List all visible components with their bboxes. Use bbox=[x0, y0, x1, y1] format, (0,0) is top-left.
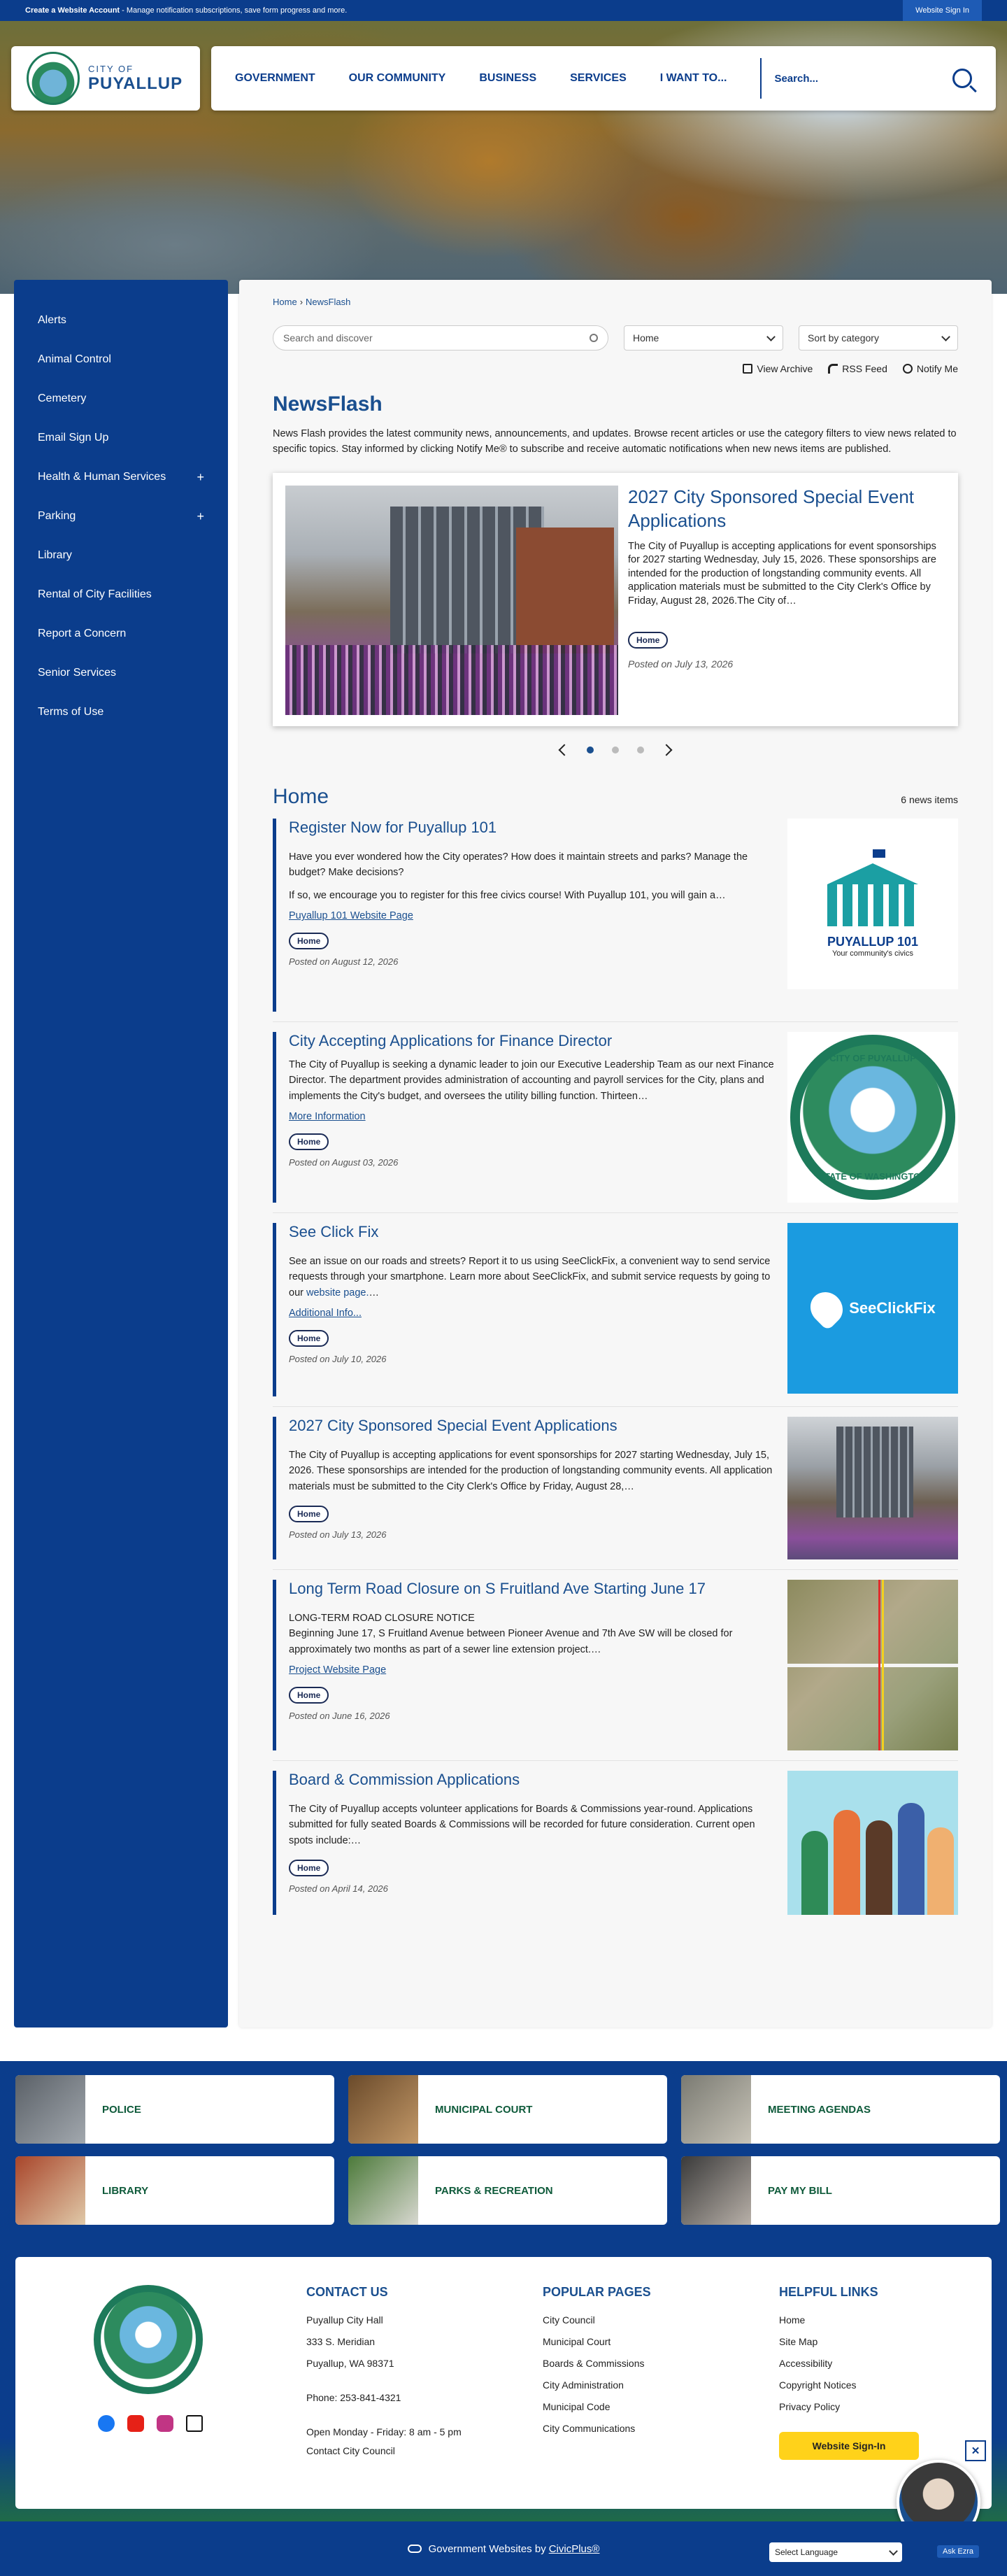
news-body: The City of Puyallup is seeking a dynamic leader to join our Executive Leadership Team as our next Finance Director. The department provides administration of accounting and payroll services for the City, plans and implements the City's budget, and oversees the utility billing function. Thirteen… bbox=[289, 1059, 774, 1102]
news-title[interactable]: 2027 City Sponsored Special Event Applications bbox=[289, 1416, 617, 1434]
hand-graphic bbox=[834, 1810, 860, 1915]
carousel-prev-icon[interactable] bbox=[559, 744, 571, 756]
quick-link-police[interactable] bbox=[15, 2075, 334, 2144]
list-item bbox=[273, 1771, 958, 1925]
sidebar-item-alerts[interactable] bbox=[14, 301, 228, 340]
website-page-link[interactable]: website page. bbox=[306, 1287, 369, 1298]
news-body: The City of Puyallup is accepting applications for event sponsorships for 2027 starting Wednesday, July 15, 2026. These sponsorships are intended for the production of longstanding community events. All application materials must be submitted to the City Clerk's Office by Friday, August 28,… bbox=[289, 1449, 773, 1492]
news-link[interactable]: Project Website Page bbox=[289, 1664, 387, 1676]
rss-feed-label: RSS Feed bbox=[842, 363, 887, 374]
news-title[interactable]: Register Now for Puyallup 101 bbox=[289, 818, 497, 836]
footer-contact-title: CONTACT US bbox=[306, 2285, 388, 2299]
posted-date: Posted on July 13, 2026 bbox=[289, 1529, 387, 1541]
news-link[interactable]: More Information bbox=[289, 1111, 366, 1123]
helpful-link[interactable]: Home bbox=[779, 2314, 806, 2326]
thumb-title: PUYALLUP 101 bbox=[827, 935, 919, 949]
news-link[interactable]: Puyallup 101 Website Page bbox=[289, 910, 413, 922]
news-body-2: If so, we encourage you to register for this free civics course! With Puyallup 101, you will gain a… bbox=[289, 889, 726, 901]
nav-i-want-to[interactable]: I WANT TO... bbox=[659, 72, 727, 84]
news-item bbox=[273, 819, 958, 1012]
news-count: 6 news items bbox=[901, 793, 958, 805]
quick-link-label: PAY MY BILL bbox=[768, 2184, 832, 2197]
expand-icon[interactable]: + bbox=[197, 509, 204, 523]
sidebar-item-label: Health & Human Services bbox=[38, 471, 166, 483]
contact-spacer bbox=[306, 2375, 462, 2387]
language-label: Select Language bbox=[775, 2547, 838, 2557]
notify-icon bbox=[903, 364, 913, 374]
sidebar-item-label: Report a Concern bbox=[38, 628, 127, 639]
news-thumbnail[interactable] bbox=[787, 1580, 958, 1750]
news-search-input[interactable] bbox=[273, 325, 608, 351]
page-title: NewsFlash bbox=[273, 392, 383, 416]
popular-link[interactable]: City Communications bbox=[543, 2423, 636, 2434]
helpful-link[interactable]: Accessibility bbox=[779, 2358, 833, 2369]
news-body-ellipsis: … bbox=[369, 1287, 379, 1298]
sidebar-item-parking[interactable] bbox=[14, 497, 228, 536]
quick-link-label: PARKS & RECREATION bbox=[435, 2184, 553, 2197]
sidebar-item-label: Library bbox=[38, 549, 72, 561]
hand-graphic bbox=[801, 1831, 828, 1915]
logo-small: CITY OF bbox=[88, 63, 134, 74]
popular-link[interactable]: City Council bbox=[543, 2314, 595, 2326]
filter-bar bbox=[273, 325, 958, 351]
posted-date: Posted on July 13, 2026 bbox=[628, 658, 734, 670]
quick-links bbox=[0, 2061, 1007, 2242]
create-account-notice[interactable] bbox=[25, 6, 347, 15]
news-thumbnail[interactable] bbox=[787, 1771, 958, 1915]
facebook-icon[interactable] bbox=[98, 2415, 115, 2432]
create-account-text: - Manage notification subscriptions, save form progress and more. bbox=[120, 6, 348, 15]
nav-divider bbox=[760, 58, 762, 99]
hand-graphic bbox=[866, 1820, 892, 1915]
logo-big: PUYALLUP bbox=[88, 73, 183, 93]
view-archive-button[interactable] bbox=[743, 363, 813, 374]
map-detour-line bbox=[882, 1580, 884, 1750]
bill-image bbox=[681, 2156, 751, 2225]
list-item bbox=[273, 1580, 958, 1761]
category-tag[interactable]: Home bbox=[289, 1860, 329, 1876]
sidebar-item-terms-of-use[interactable] bbox=[14, 693, 228, 732]
quick-link-label: MEETING AGENDAS bbox=[768, 2103, 871, 2116]
sidebar-item-library[interactable] bbox=[14, 536, 228, 575]
heart-wrench-icon bbox=[804, 1285, 850, 1331]
sort-select[interactable] bbox=[799, 325, 958, 351]
sidebar-item-email-sign-up[interactable] bbox=[14, 418, 228, 458]
popular-link[interactable]: City Administration bbox=[543, 2379, 624, 2391]
contact-line: 333 S. Meridian bbox=[306, 2336, 376, 2347]
city-seal-icon bbox=[27, 52, 80, 105]
carousel-dot[interactable] bbox=[587, 746, 594, 753]
sidebar-item-label: Email Sign Up bbox=[38, 432, 109, 444]
instagram-icon[interactable] bbox=[157, 2415, 173, 2432]
city-seal-icon[interactable] bbox=[94, 2285, 203, 2394]
category-tag[interactable]: Home bbox=[289, 1506, 329, 1522]
news-actions bbox=[273, 363, 958, 374]
top-bar bbox=[0, 0, 1007, 21]
map-road bbox=[787, 1664, 958, 1667]
quick-link-parks-recreation[interactable] bbox=[348, 2156, 667, 2225]
bottom-bar bbox=[0, 2521, 1007, 2576]
list-item bbox=[273, 819, 958, 1022]
news-search-placeholder: Search and discover bbox=[283, 332, 373, 344]
thumb-subtitle: Your community's civics bbox=[831, 949, 913, 958]
contact-hours: Open Monday - Friday: 8 am - 5 pm bbox=[306, 2426, 462, 2437]
category-header bbox=[273, 785, 958, 809]
expand-icon[interactable]: + bbox=[197, 469, 204, 484]
sidebar-item-label: Cemetery bbox=[38, 392, 87, 404]
contact-city-council-link[interactable]: Contact City Council bbox=[306, 2445, 395, 2456]
civicplus-link[interactable]: CivicPlus® bbox=[548, 2542, 600, 2555]
carousel-controls bbox=[273, 746, 958, 754]
sidebar-item-cemetery[interactable] bbox=[14, 379, 228, 418]
sidebar-item-health-human-services[interactable] bbox=[14, 458, 228, 497]
news-title[interactable]: Long Term Road Closure on S Fruitland Ave Starting June 17 bbox=[289, 1579, 706, 1597]
chevron-down-icon bbox=[889, 2547, 898, 2556]
carousel-dot[interactable] bbox=[612, 746, 619, 753]
quick-link-pay-my-bill[interactable] bbox=[681, 2156, 1000, 2225]
news-body: LONG-TERM ROAD CLOSURE NOTICE bbox=[289, 1612, 475, 1624]
civicplus-icon bbox=[408, 2545, 422, 2553]
powered-by-text: Government Websites by bbox=[428, 2542, 546, 2555]
posted-date: Posted on August 03, 2026 bbox=[289, 1157, 399, 1168]
nav-business[interactable]: BUSINESS bbox=[479, 72, 537, 84]
list-item bbox=[273, 1223, 958, 1407]
sidebar-item-animal-control[interactable] bbox=[14, 340, 228, 379]
sidebar-item-label: Rental of City Facilities bbox=[38, 588, 152, 600]
contact-line: Puyallup, WA 98371 bbox=[306, 2358, 394, 2369]
news-title[interactable]: City Accepting Applications for Finance Director bbox=[289, 1031, 613, 1049]
news-body: The City of Puyallup accepts volunteer applications for Boards & Commissions year-round. Applications submitted for fully seated Boards & Commissions will be recorded for future consideration. Current open spots include:… bbox=[289, 1803, 755, 1846]
news-body bbox=[289, 1254, 778, 1301]
nav-services[interactable]: SERVICES bbox=[570, 72, 627, 84]
archive-icon bbox=[743, 364, 752, 374]
news-item bbox=[273, 1771, 958, 1915]
featured-news-text bbox=[618, 486, 945, 714]
sidebar-item-label: Terms of Use bbox=[38, 706, 104, 718]
footer-popular bbox=[543, 2285, 651, 2440]
footer-popular-title: POPULAR PAGES bbox=[543, 2285, 651, 2299]
footer-helpful-title: HELPFUL LINKS bbox=[779, 2285, 878, 2299]
chevron-down-icon bbox=[941, 332, 950, 341]
hand-graphic bbox=[927, 1827, 954, 1915]
news-item bbox=[273, 1580, 958, 1750]
breadcrumb-current[interactable]: NewsFlash bbox=[306, 297, 351, 307]
crowd-graphic bbox=[285, 645, 618, 715]
sidebar-item-label: Senior Services bbox=[38, 667, 117, 679]
news-body: Have you ever wondered how the City operates? How does it maintain streets and parks? Manage the budget? Make decisions? bbox=[289, 851, 748, 879]
news-title[interactable]: See Click Fix bbox=[289, 1222, 379, 1240]
youtube-icon[interactable] bbox=[127, 2415, 144, 2432]
category-tag[interactable]: Home bbox=[289, 1133, 329, 1150]
social-links bbox=[98, 2415, 203, 2432]
news-thumbnail[interactable] bbox=[787, 1223, 958, 1394]
posted-date: Posted on June 16, 2026 bbox=[289, 1711, 390, 1722]
seal-top-text: CITY OF PUYALLUP bbox=[829, 1052, 916, 1063]
contact-spacer bbox=[306, 2409, 462, 2421]
contact-phone[interactable]: Phone: 253-841-4321 bbox=[306, 2392, 401, 2403]
sidebar-item-rental[interactable] bbox=[14, 575, 228, 614]
category-tag[interactable]: Home bbox=[289, 1687, 329, 1704]
logo-text bbox=[88, 64, 183, 94]
category-tag[interactable]: Home bbox=[289, 933, 329, 949]
helpful-link[interactable]: Site Map bbox=[779, 2336, 818, 2347]
quick-link-label: POLICE bbox=[102, 2103, 141, 2116]
nav-government[interactable]: GOVERNMENT bbox=[235, 72, 315, 84]
building-icon bbox=[820, 849, 925, 926]
language-select[interactable] bbox=[769, 2542, 902, 2562]
agenda-image bbox=[681, 2075, 751, 2144]
search-icon[interactable] bbox=[590, 334, 598, 342]
posted-date: Posted on August 12, 2026 bbox=[289, 956, 399, 968]
sidebar-item-report-concern[interactable] bbox=[14, 614, 228, 653]
posted-date: Posted on April 14, 2026 bbox=[289, 1883, 388, 1895]
popular-link[interactable]: Municipal Court bbox=[543, 2336, 611, 2347]
website-sign-in-button[interactable]: Website Sign In bbox=[903, 0, 982, 21]
sort-value: Sort by category bbox=[808, 332, 879, 344]
view-archive-label: View Archive bbox=[757, 363, 813, 374]
news-title[interactable]: Board & Commission Applications bbox=[289, 1770, 520, 1788]
category-title: Home bbox=[273, 784, 329, 808]
category-select[interactable] bbox=[624, 325, 783, 351]
popular-link[interactable]: Municipal Code bbox=[543, 2401, 610, 2412]
page-description: News Flash provides the latest community news, announcements, and updates. Browse recent articles or use the category filters to view news related to specific topics. Stay informed by clicking Notify Me® to subscribe and receive automatic notifications when new news items are published. bbox=[273, 428, 957, 455]
breadcrumb bbox=[273, 297, 958, 307]
featured-news-card[interactable] bbox=[273, 473, 958, 726]
news-body-text: See an issue on our roads and streets? Report it to us using SeeClickFix, a convenient way to send service requests through your smartphone. Learn more about SeeClickFix, and submit service requests by going to our bbox=[289, 1255, 771, 1298]
main-nav bbox=[211, 46, 996, 111]
x-twitter-icon[interactable] bbox=[186, 2415, 203, 2432]
breadcrumb-home[interactable]: Home bbox=[273, 297, 297, 307]
category-tag[interactable]: Home bbox=[628, 632, 668, 649]
list-item bbox=[273, 1417, 958, 1570]
quick-link-library[interactable] bbox=[15, 2156, 334, 2225]
quick-link-label: MUNICIPAL COURT bbox=[435, 2103, 533, 2116]
news-link[interactable]: Additional Info... bbox=[289, 1308, 362, 1319]
notify-me-button[interactable] bbox=[903, 363, 958, 374]
news-item bbox=[273, 1223, 958, 1396]
footer-contact bbox=[306, 2285, 462, 2458]
posted-date: Posted on July 10, 2026 bbox=[289, 1354, 387, 1365]
quick-link-municipal-court[interactable] bbox=[348, 2075, 667, 2144]
featured-news-title[interactable]: 2027 City Sponsored Special Event Applications bbox=[628, 486, 915, 531]
carousel-next-icon[interactable] bbox=[661, 744, 673, 756]
map-closure-line bbox=[878, 1580, 880, 1750]
hand-graphic bbox=[898, 1803, 924, 1915]
carousel-dot[interactable] bbox=[637, 746, 644, 753]
contact-line: Puyallup City Hall bbox=[306, 2314, 383, 2326]
seal-bottom-text: STATE OF WASHINGTON bbox=[818, 1170, 927, 1182]
logo-card[interactable] bbox=[11, 46, 200, 111]
nav-our-community[interactable]: OUR COMMUNITY bbox=[348, 72, 446, 84]
sidebar bbox=[14, 280, 228, 2027]
main-content bbox=[239, 280, 992, 2027]
news-body-2: Beginning June 17, S Fruitland Avenue between Pioneer Avenue and 7th Ave SW will be closed for approximately two months as part of a sewer line extension project.… bbox=[289, 1628, 733, 1655]
news-thumbnail[interactable] bbox=[787, 819, 958, 989]
sidebar-item-label: Parking bbox=[38, 510, 76, 522]
close-icon[interactable]: ✕ bbox=[965, 2440, 986, 2461]
footer-helpful bbox=[779, 2285, 919, 2460]
search-icon[interactable] bbox=[952, 69, 972, 88]
footer-sign-in-button[interactable]: Website Sign-In bbox=[779, 2432, 919, 2460]
notify-me-label: Notify Me bbox=[916, 363, 958, 374]
court-image bbox=[348, 2075, 418, 2144]
city-seal-icon bbox=[790, 1035, 955, 1200]
popular-link[interactable]: Boards & Commissions bbox=[543, 2358, 645, 2369]
sidebar-item-label: Animal Control bbox=[38, 353, 111, 365]
rss-feed-button[interactable] bbox=[828, 363, 887, 374]
helpful-link[interactable]: Privacy Policy bbox=[779, 2401, 841, 2412]
featured-news-image bbox=[285, 486, 618, 715]
site-search-input[interactable]: Search... bbox=[774, 72, 818, 85]
news-item bbox=[273, 1032, 958, 1203]
create-account-link[interactable]: Create a Website Account bbox=[25, 6, 120, 15]
featured-news-body: The City of Puyallup is accepting applications for event sponsorships for 2027 starting Wednesday, July 15, 2026. These sponsorships are intended for the production of longstanding community events. All application materials must be submitted to the City Clerk's Office by Friday, August 28, 2026.The City of… bbox=[628, 540, 936, 607]
news-thumbnail[interactable] bbox=[787, 1417, 958, 1559]
building-graphic bbox=[516, 528, 614, 653]
category-tag[interactable]: Home bbox=[289, 1330, 329, 1347]
rss-icon bbox=[828, 364, 838, 374]
parks-image bbox=[348, 2156, 418, 2225]
footer bbox=[15, 2257, 992, 2509]
helpful-link[interactable]: Copyright Notices bbox=[779, 2379, 857, 2391]
library-image bbox=[15, 2156, 85, 2225]
news-item bbox=[273, 1417, 958, 1559]
police-image bbox=[15, 2075, 85, 2144]
news-thumbnail[interactable] bbox=[787, 1032, 958, 1203]
sidebar-item-senior-services[interactable] bbox=[14, 653, 228, 693]
ask-ezra-label[interactable]: Ask Ezra bbox=[937, 2545, 979, 2558]
chevron-down-icon bbox=[766, 332, 776, 341]
sidebar-item-label: Alerts bbox=[38, 314, 66, 326]
list-item bbox=[273, 1032, 958, 1213]
hero-banner bbox=[0, 21, 1007, 294]
category-value: Home bbox=[633, 332, 659, 344]
breadcrumb-separator: › bbox=[299, 297, 303, 307]
quick-link-label: LIBRARY bbox=[102, 2184, 149, 2197]
seeclickfix-brand: SeeClickFix bbox=[849, 1298, 936, 1317]
building-graphic bbox=[836, 1427, 913, 1517]
quick-link-meeting-agendas[interactable] bbox=[681, 2075, 1000, 2144]
